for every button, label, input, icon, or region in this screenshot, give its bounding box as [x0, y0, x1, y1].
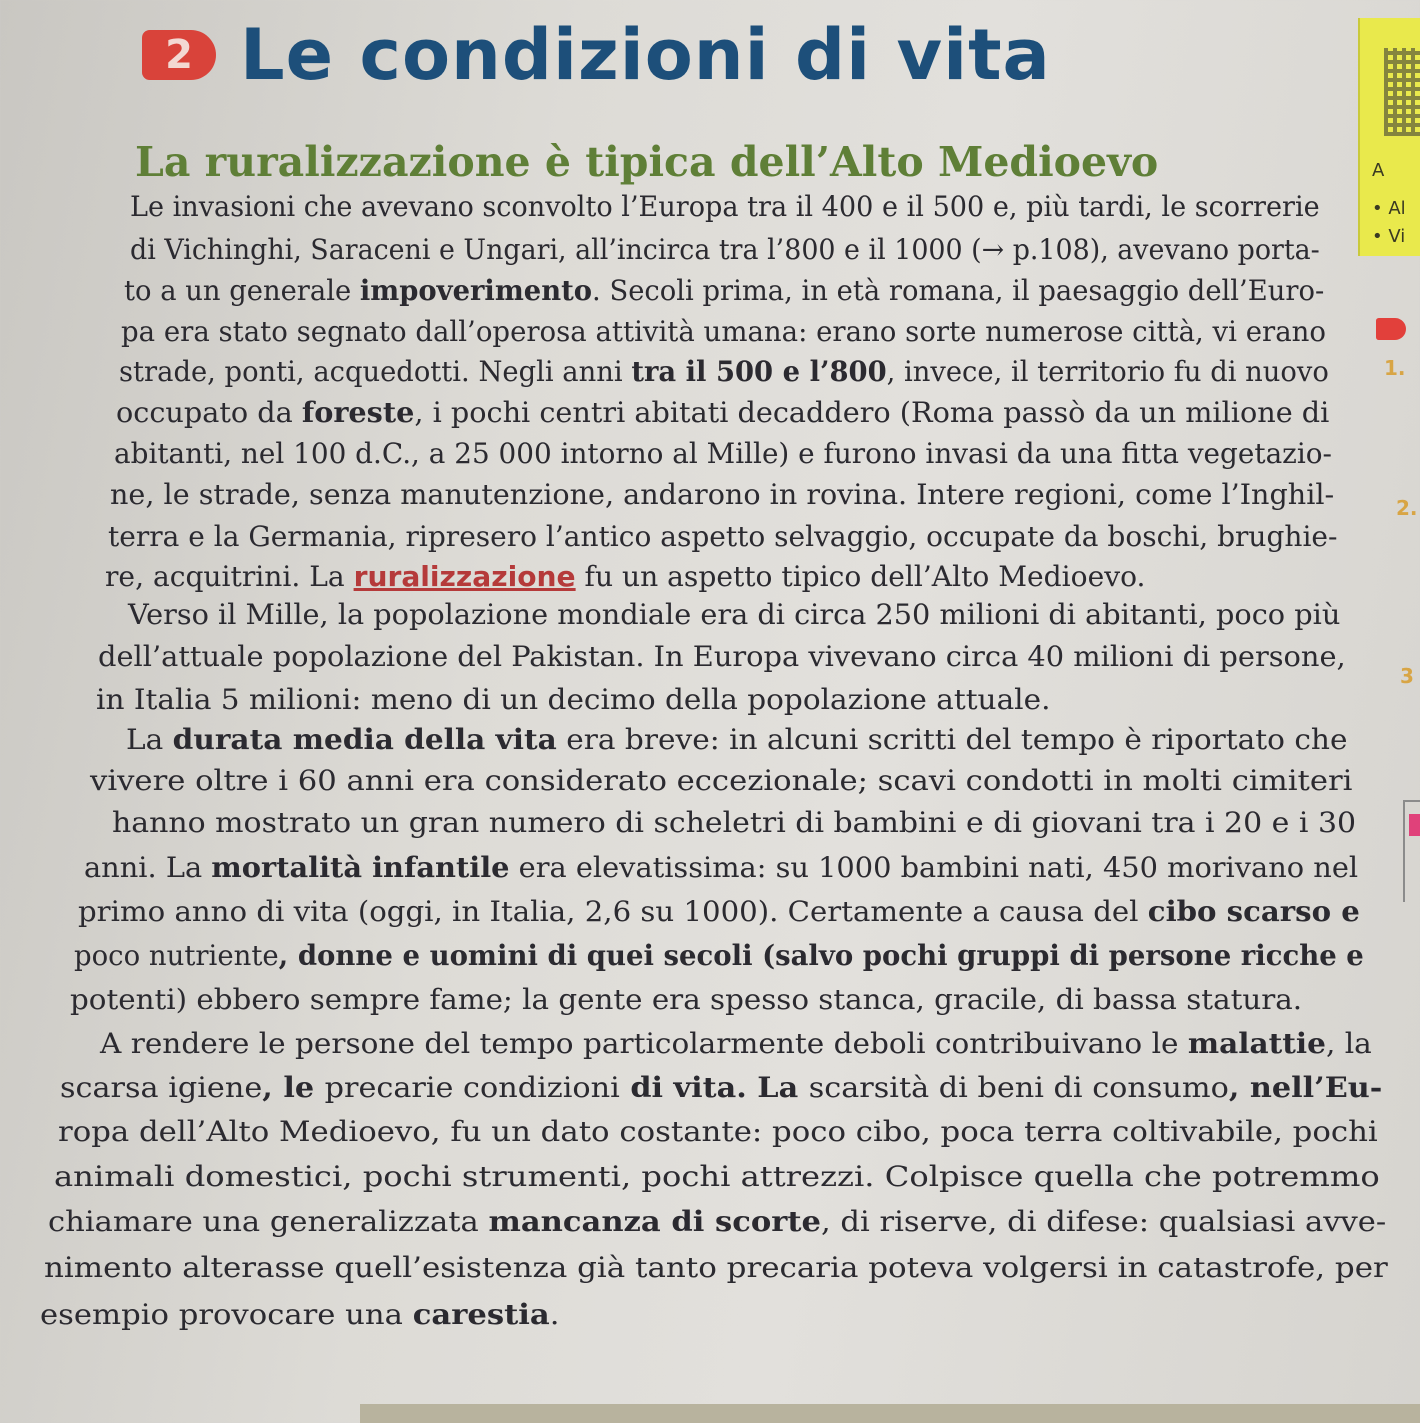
- text-run: precarie condizioni: [324, 1071, 620, 1104]
- text-line: [116, 396, 1329, 430]
- text-run: abitanti, nel 100 d.C., a 25 000 intorno al Mille) e furono invasi da una fitta vegetazio-: [114, 437, 1332, 470]
- text-line: [60, 1071, 1382, 1105]
- text-line: [108, 520, 1337, 554]
- text-run: nimento alterasse quell’esistenza già tanto precaria poteva volgersi in catastrofe, per: [44, 1251, 1388, 1284]
- text-run: fu un aspetto tipico dell’Alto Medioevo.: [575, 560, 1146, 593]
- bold-term: , le: [262, 1071, 325, 1104]
- text-line: [130, 233, 1320, 267]
- bold-term: , nell’Eu-: [1228, 1071, 1383, 1104]
- text-line: [96, 683, 1050, 717]
- bold-term: mortalità infantile: [211, 851, 510, 884]
- bold-term: carestia: [412, 1298, 550, 1331]
- sidebar-bullet: • Vi: [1372, 226, 1406, 247]
- bold-term: , donne e uomini di quei secoli (salvo pochi gruppi di persone ricche e: [278, 939, 1364, 972]
- text-line: [124, 274, 1324, 308]
- text-run: scarsità di beni di consumo: [808, 1071, 1229, 1104]
- text-line: [78, 895, 1360, 929]
- text-run: primo anno di vita (oggi, in Italia, 2,6 su 1000). Certamente a causa del: [78, 895, 1148, 928]
- bold-term: malattie: [1187, 1027, 1326, 1060]
- text-run: scarsa igiene: [60, 1071, 263, 1104]
- text-run: , di riserve, di difese: qualsiasi avve-: [820, 1205, 1387, 1238]
- text-run: di Vichinghi, Saraceni e Ungari, all’incirca tra l’800 e il 1000 (→ p.108), avevano porta-: [130, 233, 1320, 266]
- text-run: animali domestici, pochi strumenti, pochi attrezzi. Colpisce quella che potremmo: [54, 1160, 1380, 1193]
- text-run: vivere oltre i 60 anni era considerato eccezionale; scavi condotti in molti cimiteri: [90, 764, 1353, 797]
- text-line: [114, 437, 1332, 471]
- text-run: era breve: in alcuni scritti del tempo è riportato che: [556, 723, 1348, 756]
- text-line: [98, 640, 1346, 674]
- text-line: [126, 723, 1347, 757]
- text-run: , i pochi centri abitati decaddero (Roma passò da un milione di: [414, 396, 1330, 429]
- text-line: [90, 764, 1352, 798]
- margin-frame: [1403, 800, 1420, 902]
- text-run: potenti) ebbero sempre fame; la gente era spesso stanca, gracile, di bassa statura.: [70, 983, 1303, 1016]
- text-run: poco nutriente: [74, 939, 279, 972]
- text-run: ne, le strade, senza manutenzione, andarono in rovina. Intere regioni, come l’Inghil-: [110, 478, 1335, 511]
- text-run: , invece, il territorio fu di nuovo: [886, 355, 1329, 388]
- text-run: dell’attuale popolazione del Pakistan. In Europa vivevano circa 40 milioni di persone,: [98, 640, 1346, 673]
- bold-term: foreste: [301, 396, 415, 429]
- bold-term: tra il 500 e l’800: [631, 355, 887, 388]
- text-line: [44, 1251, 1388, 1285]
- sidebar-label: A: [1372, 160, 1385, 181]
- bold-term: mancanza di scorte: [488, 1205, 821, 1238]
- text-run: anni. La: [84, 851, 212, 884]
- section-number-badge: 2: [142, 30, 216, 80]
- sidebar-bullet: • Al: [1372, 198, 1406, 219]
- text-line: [100, 1027, 1372, 1061]
- text-run: Le invasioni che avevano sconvolto l’Europa tra il 400 e il 500 e, più tardi, le scorrerie: [130, 190, 1320, 223]
- red-tab-marker: [1376, 318, 1406, 340]
- bold-term: durata media della vita: [172, 723, 557, 756]
- text-run: chiamare una generalizzata: [48, 1205, 489, 1238]
- text-run: occupato da: [116, 396, 302, 429]
- text-run: , la: [1325, 1027, 1372, 1060]
- text-run: hanno mostrato un gran numero di scheletri di bambini e di giovani tra i 20 e i 30: [112, 806, 1357, 839]
- text-line: [54, 1160, 1380, 1194]
- text-run: terra e la Germania, ripresero l’antico aspetto selvaggio, occupate da boschi, brughie-: [108, 520, 1338, 553]
- text-line: [105, 560, 1145, 594]
- bold-term: impoverimento: [359, 274, 593, 307]
- bold-term: di vita. La: [619, 1071, 809, 1104]
- text-line: [121, 315, 1326, 349]
- text-run: era elevatissima: su 1000 bambini nati, 450 morivano nel: [509, 851, 1359, 884]
- text-run: in Italia 5 milioni: meno di un decimo della popolazione attuale.: [96, 683, 1051, 716]
- margin-number: 1.: [1384, 356, 1406, 380]
- text-line: [58, 1115, 1378, 1149]
- text-run: pa era stato segnato dall’operosa attività umana: erano sorte numerose città, vi erano: [121, 315, 1326, 348]
- section-title: Le condizioni di vita: [240, 14, 1051, 96]
- text-run: . Secoli prima, in età romana, il paesaggio dell’Euro-: [592, 274, 1325, 307]
- text-line: [70, 983, 1302, 1017]
- text-run: .: [549, 1298, 560, 1331]
- section-subtitle: La ruralizzazione è tipica dell’Alto Medioevo: [135, 138, 1159, 186]
- text-line: [110, 478, 1334, 512]
- text-line: [48, 1205, 1386, 1239]
- text-run: to a un generale: [124, 274, 360, 307]
- qr-code-icon[interactable]: [1384, 48, 1420, 136]
- text-line: [119, 355, 1329, 389]
- bottom-strip: [360, 1404, 1420, 1423]
- keyword-link[interactable]: ruralizzazione: [353, 560, 576, 593]
- margin-number: 2.: [1396, 496, 1418, 520]
- text-run: re, acquitrini. La: [105, 560, 354, 593]
- text-line: [128, 598, 1340, 632]
- bold-term: cibo scarso e: [1147, 895, 1360, 928]
- text-line: [74, 939, 1364, 973]
- text-run: Verso il Mille, la popolazione mondiale era di circa 250 milioni di abitanti, poco più: [128, 598, 1341, 631]
- text-run: ropa dell’Alto Medioevo, fu un dato costante: poco cibo, poca terra coltivabile, pochi: [58, 1115, 1378, 1148]
- text-line: [130, 190, 1320, 224]
- text-run: La: [126, 723, 173, 756]
- text-line: [40, 1298, 560, 1332]
- text-run: A rendere le persone del tempo particolarmente deboli contribuivano le: [100, 1027, 1188, 1060]
- text-run: esempio provocare una: [40, 1298, 413, 1331]
- text-run: strade, ponti, acquedotti. Negli anni: [119, 355, 632, 388]
- text-line: [84, 851, 1358, 885]
- text-line: [112, 806, 1356, 840]
- margin-number: 3: [1400, 664, 1414, 688]
